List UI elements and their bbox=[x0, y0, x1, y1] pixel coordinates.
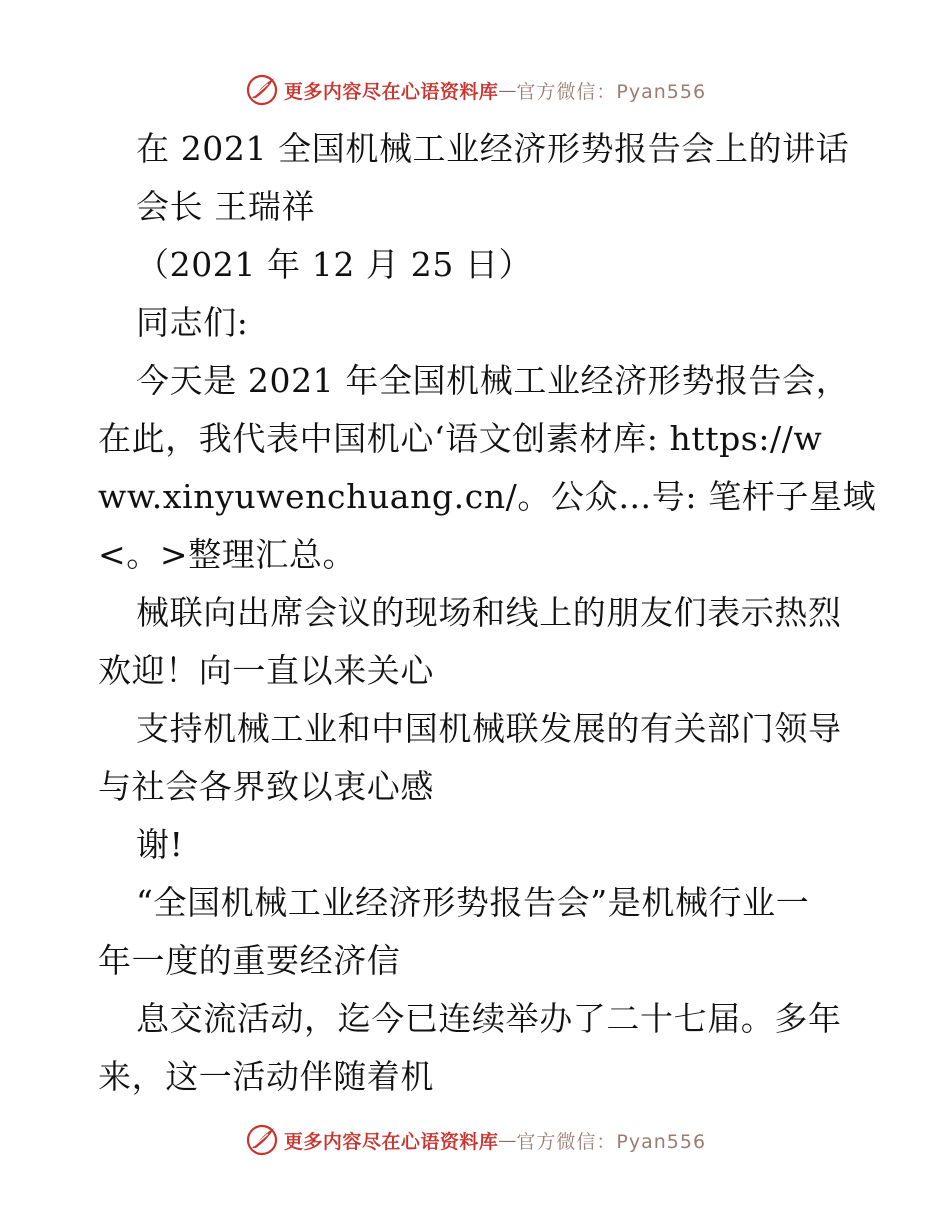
paragraph-line: ww.xinyuwenchuang.cn/。公众…号: 笔杆子星域 bbox=[98, 477, 877, 516]
date-line: （2021 年 12 月 25 日） bbox=[136, 245, 533, 284]
paragraph-line: 与社会各界致以衷心感 bbox=[98, 767, 434, 806]
banner-separator: — bbox=[498, 1129, 517, 1151]
banner-separator: — bbox=[498, 79, 517, 101]
quill-pen-logo-icon bbox=[244, 72, 280, 108]
header-banner bbox=[0, 70, 950, 110]
paragraph-line: 欢迎！向一直以来关心 bbox=[98, 651, 434, 690]
footer-banner bbox=[0, 1120, 950, 1160]
paragraph-line: 来，这一活动伴随着机 bbox=[98, 1057, 434, 1096]
document-title: 在 2021 全国机械工业经济形势报告会上的讲话 bbox=[136, 129, 850, 168]
quill-pen-logo-icon bbox=[244, 1122, 280, 1158]
paragraph-line: 在此，我代表中国机心‘语文创素材库: https://w bbox=[98, 419, 823, 458]
paragraph-line: 年一度的重要经济信 bbox=[98, 941, 401, 980]
paragraph-line: 息交流活动，迄今已连续举办了二十七届。多年 bbox=[136, 999, 842, 1038]
paragraph-line: 今天是 2021 年全国机械工业经济形势报告会， bbox=[136, 361, 850, 400]
paragraph-line: <。>整理汇总。 bbox=[98, 535, 357, 574]
salutation: 同志们: bbox=[136, 303, 249, 342]
paragraph-line: 支持机械工业和中国机械联发展的有关部门领导 bbox=[136, 709, 842, 748]
banner-wechat-text: 官方微信：Pyan556 bbox=[516, 1130, 707, 1153]
paragraph-line: “全国机械工业经济形势报告会”是机械行业一 bbox=[136, 883, 810, 922]
paragraph-line: 谢! bbox=[136, 825, 184, 864]
document-body bbox=[98, 120, 877, 1106]
paragraph-line: 械联向出席会议的现场和线上的朋友们表示热烈 bbox=[136, 593, 842, 632]
banner-wechat-text: 官方微信：Pyan556 bbox=[516, 80, 707, 103]
speaker-line: 会长 王瑞祥 bbox=[136, 187, 316, 226]
banner-left-text: 更多内容尽在心语资料库 bbox=[283, 80, 499, 103]
banner-left-text: 更多内容尽在心语资料库 bbox=[283, 1130, 499, 1153]
